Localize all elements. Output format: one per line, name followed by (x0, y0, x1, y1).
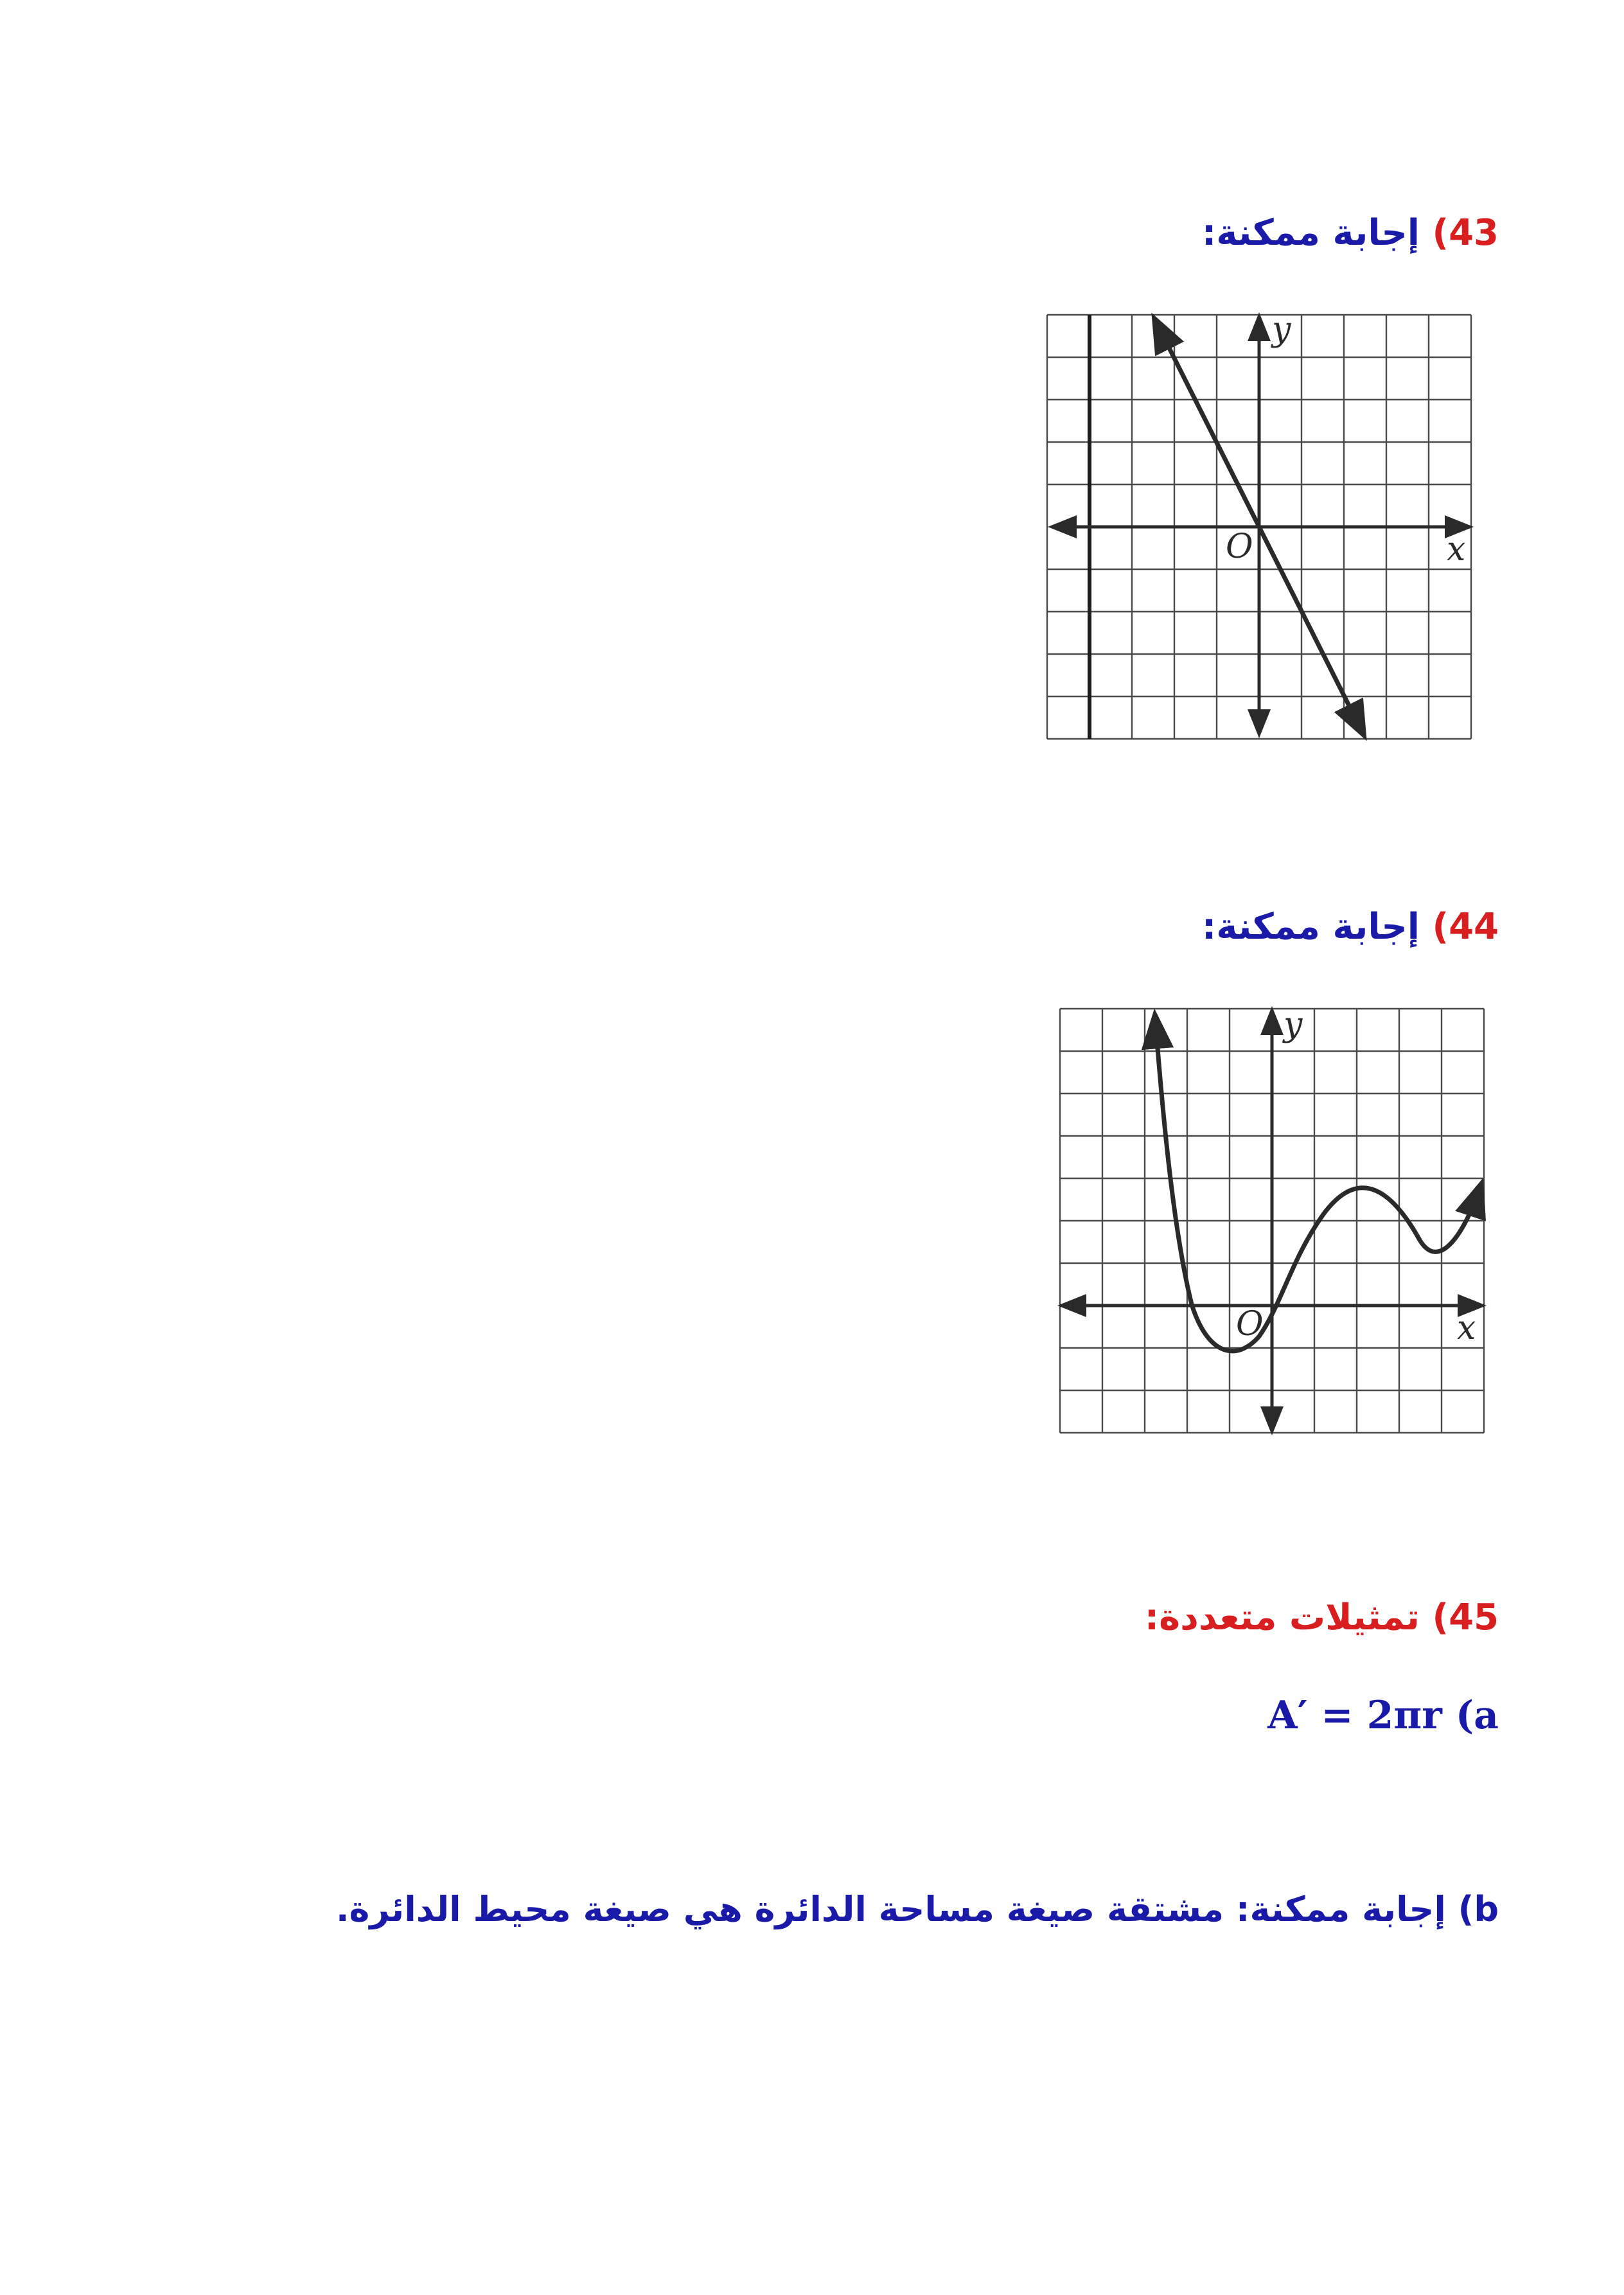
problem-number: 44) (1432, 906, 1499, 948)
problem-45-heading (1145, 1597, 1499, 1638)
x-axis-label: x (1457, 1309, 1476, 1347)
part-b-answer (336, 1889, 1499, 1929)
problem-43-heading (1202, 212, 1499, 254)
graph-44 (1054, 1002, 1497, 1446)
problem-label: إجابة ممكنة: (1201, 906, 1420, 948)
y-axis-label: y (1284, 1006, 1303, 1044)
problem-label: إجابة ممكنة: (1201, 212, 1420, 254)
part-a-formula: A′ = 2πr (a (1267, 1693, 1499, 1738)
part-b-label: b) إجابة ممكنة: (1235, 1889, 1499, 1929)
x-axis-label: x (1447, 530, 1466, 569)
origin-label: O (1226, 527, 1253, 566)
graph-43 (1041, 302, 1490, 752)
part-b-text: مشتقة صيغة مساحة الدائرة هي صيغة محيط الدائرة. (335, 1889, 1224, 1929)
origin-label: O (1236, 1305, 1264, 1343)
y-axis-label: y (1272, 310, 1291, 349)
problem-44-heading (1202, 906, 1499, 948)
graph-curve (1155, 1016, 1481, 1351)
problem-number: 45) (1432, 1597, 1499, 1638)
problem-label: تمثيلات متعددة: (1144, 1597, 1420, 1638)
problem-number: 43) (1432, 212, 1499, 254)
